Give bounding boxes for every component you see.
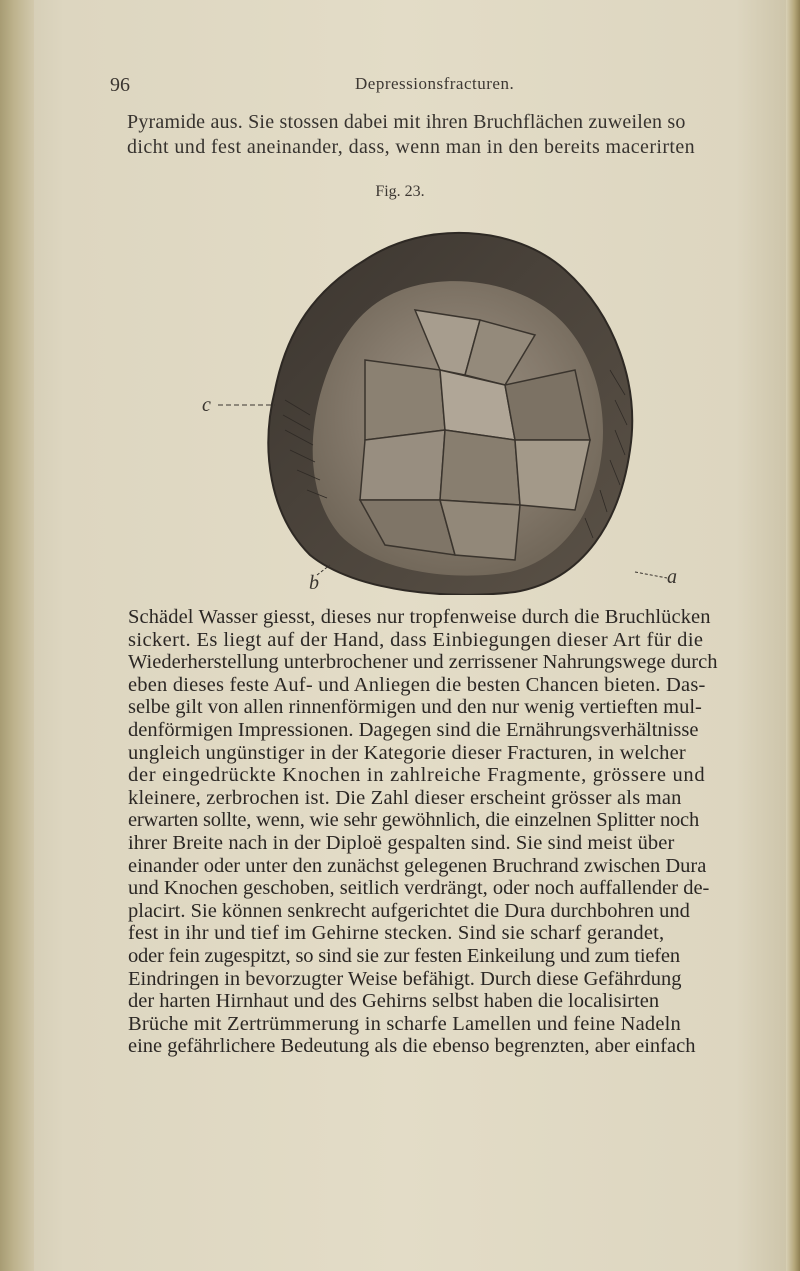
figure-label-a: a [667,566,677,588]
body-paragraph [128,606,768,1058]
text-line: eben dieses feste Auf- und Anliegen die besten Chancen bieten. Das- [128,673,706,696]
text-line: einander oder unter den zunächst gelegenen Bruchrand zwischen Dura [128,854,707,877]
figure-label-c: c [202,394,211,416]
running-head [0,74,800,98]
text-line: Eindringen in bevorzugter Weise befähigt. Durch diese Gefährdung [128,967,682,990]
figure-caption: Fig. 23. [375,183,425,200]
text-line: selbe gilt von allen rinnenförmigen und den nur wenig vertieften mul- [128,696,702,719]
text-line: ihrer Breite nach in der Diploë gespalten sind. Sie sind meist über [128,831,675,854]
text-line: erwarten sollte, wenn, wie sehr gewöhnlich, die einzelnen Splitter noch [128,809,700,832]
text-line: eine gefährlichere Bedeutung als die ebenso begrenzten, aber einfach [128,1035,696,1058]
label-a-leader [635,572,667,578]
figure-23 [202,200,695,595]
running-head-title: Depressionsfracturen. [355,74,515,93]
text-line: ungleich ungünstiger in der Kategorie dieser Fracturen, in welcher [128,741,686,764]
top-paragraph [127,110,767,160]
text-line: der harten Hirnhaut und des Gehirns selbst haben die localisirten [128,990,660,1013]
page-number: 96 [110,74,130,96]
text-line: Brüche mit Zertrümmerung in scharfe Lamellen und feine Nadeln [128,1012,681,1035]
text-line: Pyramide aus. Sie stossen dabei mit ihren Bruchflächen zuweilen so [127,111,686,133]
text-line: Schädel Wasser giesst, dieses nur tropfenweise durch die Bruchlücken [128,606,711,628]
text-line: fest in ihr und tief im Gehirne stecken. Sind sie scharf gerandet, [128,922,665,945]
text-line: und Knochen geschoben, seitlich verdrängt, oder noch auffallender de- [128,877,710,900]
text-line: Wiederherstellung unterbrochener und zerrissener Nahrungswege durch [128,651,718,674]
skull-fracture-illustration [215,200,695,595]
text-line: kleinere, zerbrochen ist. Die Zahl dieser erscheint grösser als man [128,786,682,809]
text-line: sickert. Es liegt auf der Hand, dass Einbiegungen dieser Art für die [128,628,704,651]
text-line: placirt. Sie können senkrecht aufgerichtet die Dura durchbohren und [128,899,690,922]
text-line: denförmigen Impressionen. Dagegen sind die Ernährungsverhältnisse [128,718,699,741]
text-line: dicht und fest aneinander, dass, wenn man in den bereits macerirten [127,136,696,158]
figure-label-b: b [309,572,319,594]
text-line: oder fein zugespitzt, so sind sie zur festen Einkeilung und zum tiefen [128,944,680,967]
text-line: der eingedrückte Knochen in zahlreiche Fragmente, grössere und [128,764,706,787]
